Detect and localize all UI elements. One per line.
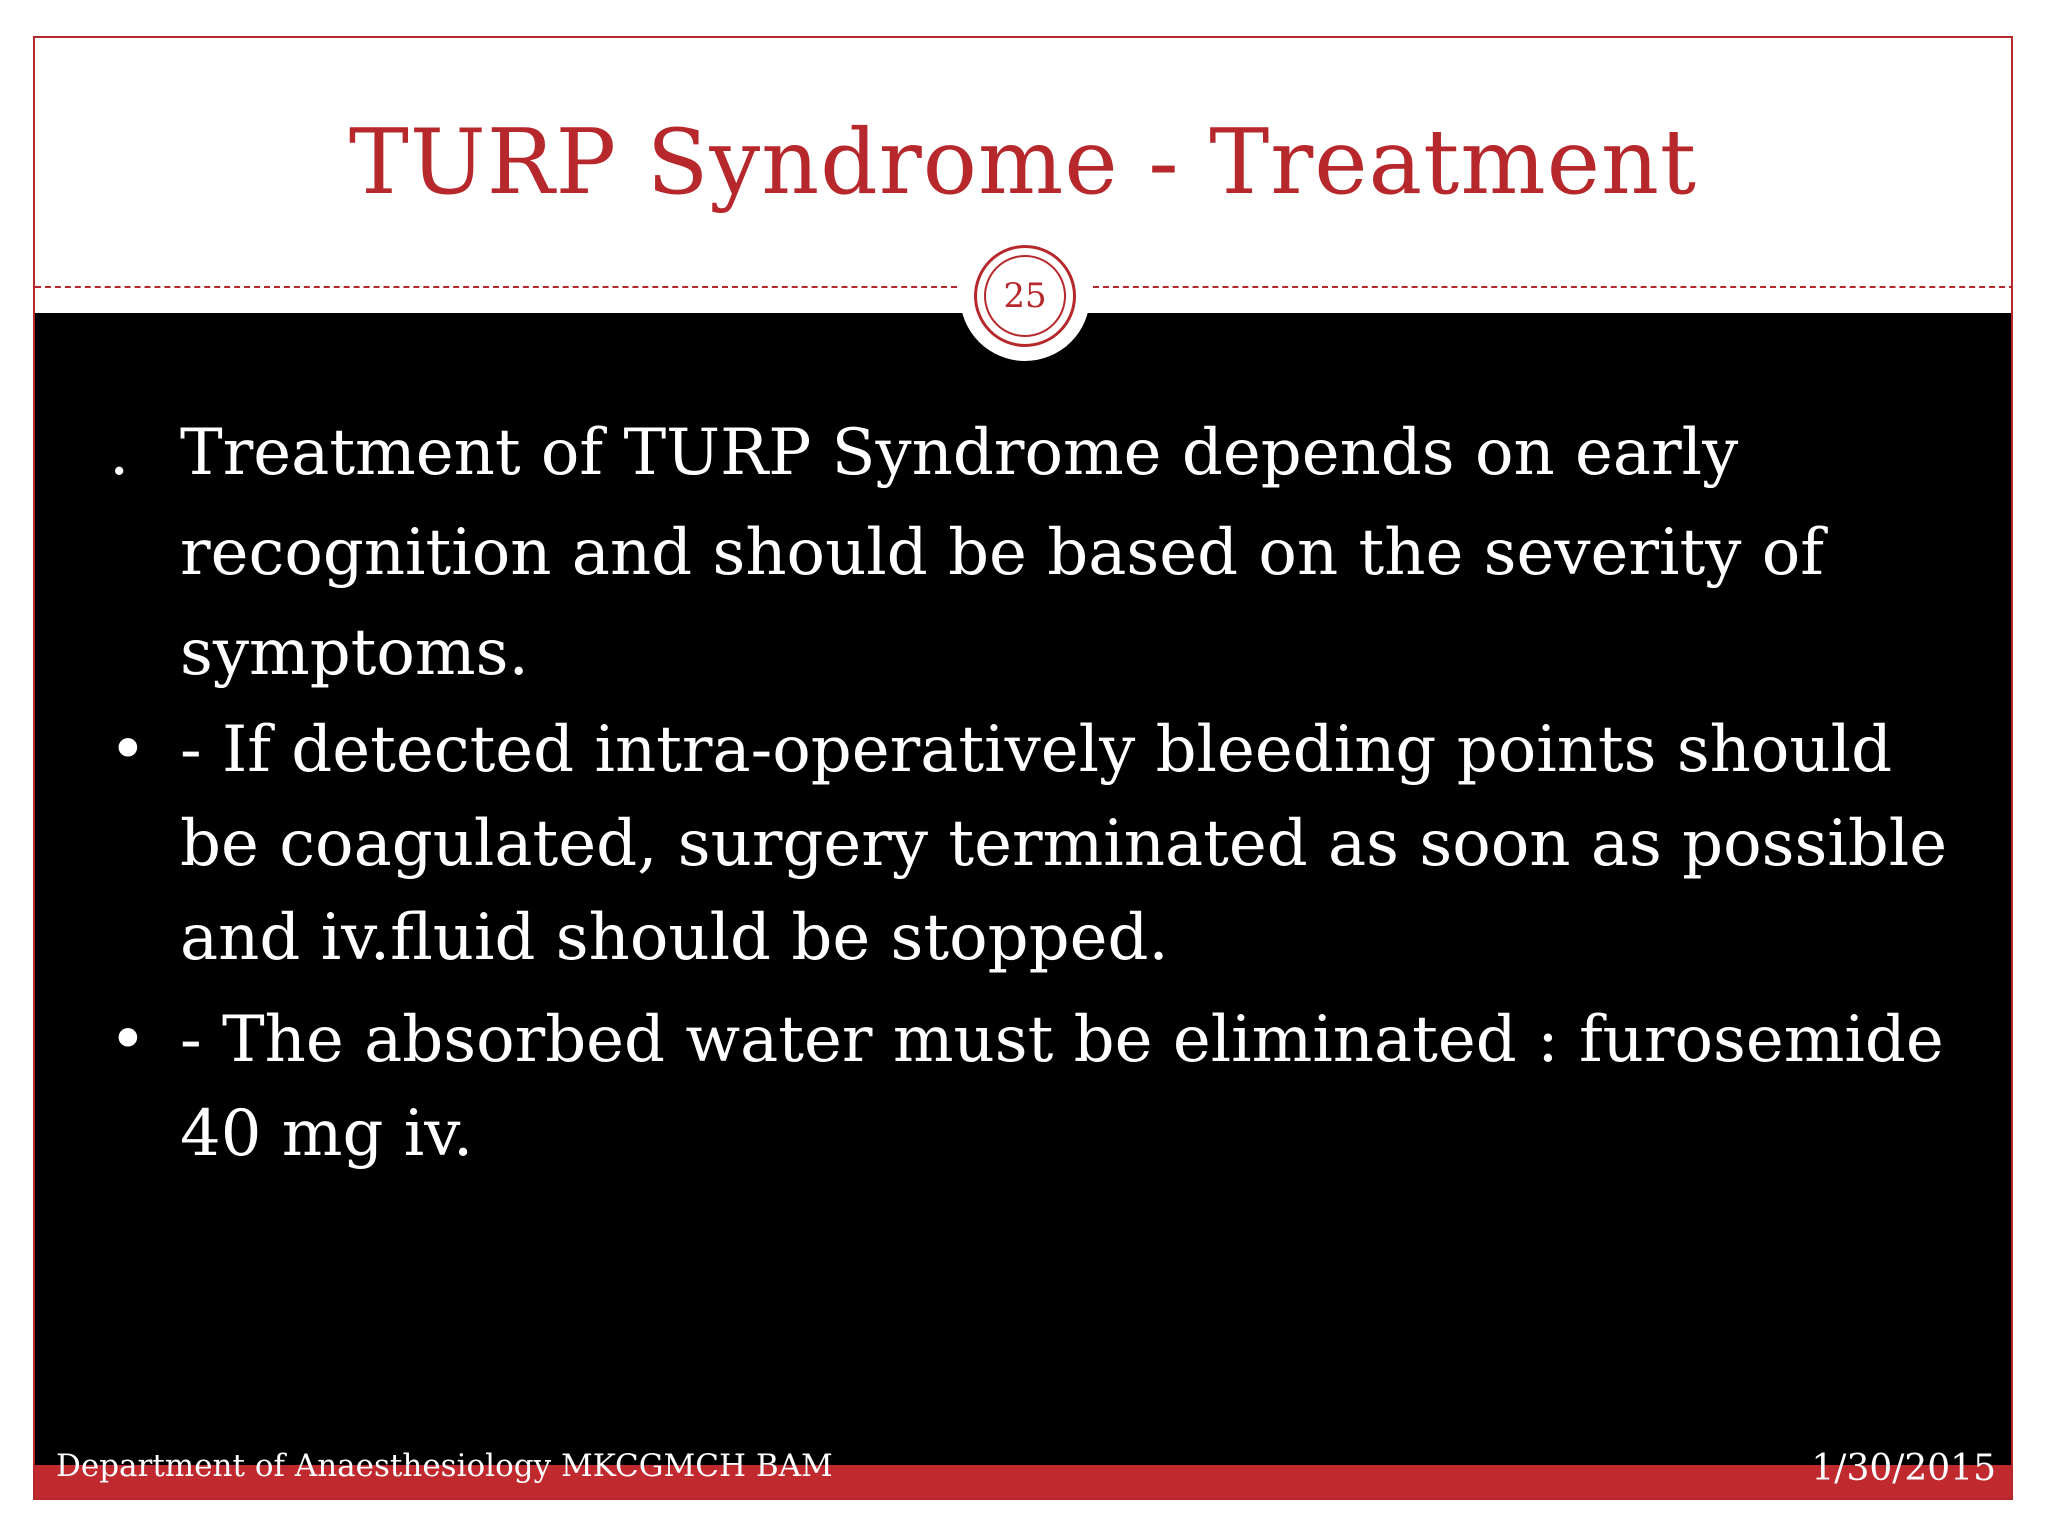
title-divider-right <box>1093 286 2013 288</box>
page-number: 25 <box>984 255 1066 337</box>
bullet-text: - If detected intra-operatively bleeding points should be coagulated, surgery terminated as soon as possible and iv.fluid should be stopped. <box>180 713 1948 975</box>
bullet-item <box>95 403 1975 703</box>
bullet-text: - The absorbed water must be eliminated : furosemide 40 mg iv. <box>180 1003 1944 1171</box>
footer-department: Department of Anaesthesiology MKCGMCH BAM <box>56 1448 833 1484</box>
bullet-item <box>95 703 1975 985</box>
bullet-list <box>95 403 1975 1189</box>
page-number-ring <box>974 245 1076 347</box>
footer-date: 1/30/2015 <box>1811 1448 1996 1489</box>
slide <box>33 36 2013 1500</box>
title-divider-left <box>35 286 957 288</box>
bullet-marker: . <box>109 416 130 490</box>
bullet-item <box>95 993 1975 1181</box>
bullet-marker: • <box>109 1003 147 1077</box>
bullet-text: Treatment of TURP Syndrome depends on early recognition and should be based on the severity of symptoms. <box>180 416 1824 690</box>
page-number-badge <box>960 231 1090 361</box>
bullet-marker: • <box>109 713 147 787</box>
slide-title: TURP Syndrome - Treatment <box>348 110 1698 215</box>
